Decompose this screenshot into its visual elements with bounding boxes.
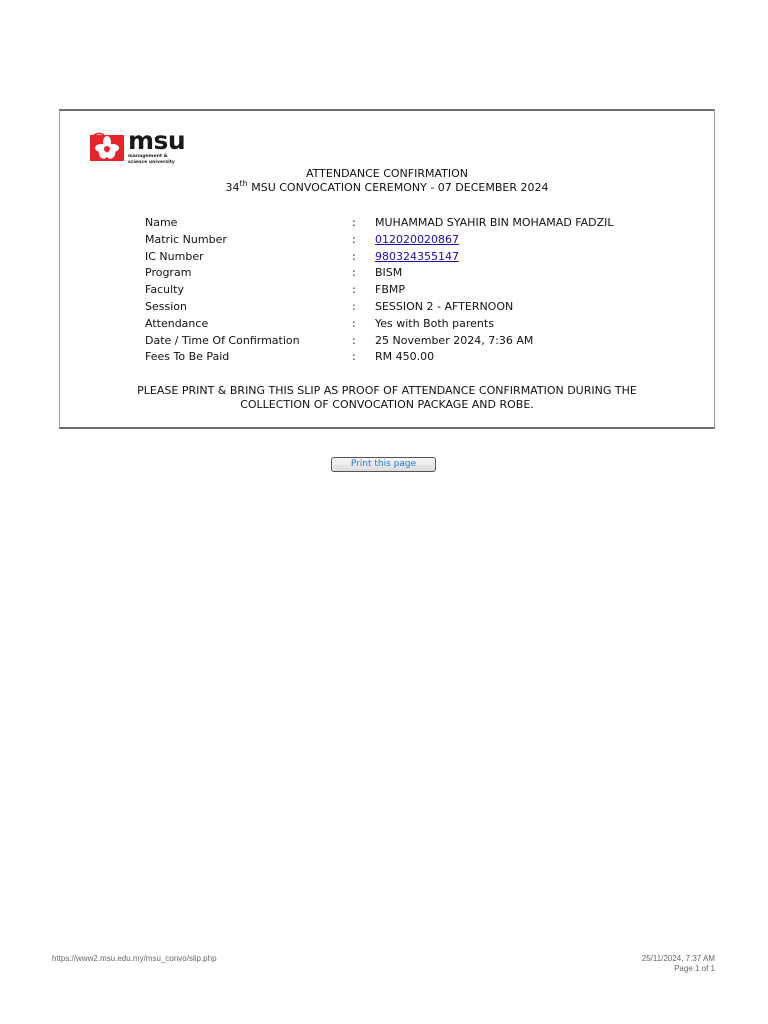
separator: : [352, 299, 356, 313]
value-program: BISM [375, 266, 403, 280]
ceremony-name: MSU CONVOCATION CEREMONY - 07 DECEMBER 2024 [247, 181, 549, 194]
details-table [145, 215, 614, 366]
matric-number-link[interactable]: 012020020867 [375, 232, 459, 246]
detail-row-attendance [145, 316, 614, 333]
notice-line-2: COLLECTION OF CONVOCATION PACKAGE AND ROBE. [240, 398, 534, 411]
value-fees: RM 450.00 [375, 350, 435, 364]
footer-page-number: Page 1 of 1 [674, 964, 715, 973]
footer-meta [642, 954, 715, 974]
notice-line-1: PLEASE PRINT & BRING THIS SLIP AS PROOF OF ATTENDANCE CONFIRMATION DURING THE [137, 384, 637, 397]
separator: : [352, 350, 356, 364]
ic-number-link[interactable]: 980324355147 [375, 249, 459, 263]
value-name: MUHAMMAD SYAHIR BIN MOHAMAD FADZIL [375, 216, 614, 229]
label-session: Session [145, 299, 187, 313]
flower-icon [90, 131, 124, 161]
label-program: Program [145, 266, 192, 280]
label-attendance: Attendance [145, 316, 209, 330]
print-page-button[interactable]: Print this page [331, 457, 436, 472]
label-ic: IC Number [145, 249, 204, 263]
detail-row-program [145, 265, 614, 282]
ceremony-title [60, 181, 714, 195]
footer-datetime: 25/11/2024, 7:37 AM [641, 954, 715, 963]
print-notice [60, 384, 714, 412]
detail-row-name [145, 215, 614, 232]
logo-wordmark: msu [128, 126, 186, 155]
ceremony-number: 34 [225, 181, 240, 194]
separator: : [352, 266, 356, 280]
detail-row-faculty [145, 282, 614, 299]
separator: : [352, 316, 356, 330]
label-fees: Fees To Be Paid [145, 350, 230, 364]
logo-subline-2: science university [128, 160, 175, 165]
value-attendance: Yes with Both parents [375, 316, 494, 330]
ordinal-suffix: th [239, 179, 248, 188]
attendance-slip [59, 109, 715, 429]
detail-row-matric [145, 232, 614, 249]
value-session: SESSION 2 - AFTERNOON [375, 299, 514, 313]
label-matric: Matric Number [145, 232, 227, 246]
value-faculty: FBMP [375, 283, 405, 297]
separator: : [352, 216, 356, 229]
label-faculty: Faculty [145, 283, 184, 297]
detail-row-session [145, 299, 614, 316]
label-confirmation-time: Date / Time Of Confirmation [145, 333, 300, 347]
slip-title: ATTENDANCE CONFIRMATION [305, 167, 469, 180]
value-confirmation-time: 25 November 2024, 7:36 AM [375, 333, 534, 347]
label-name: Name [145, 216, 178, 229]
detail-row-confirmation-time [145, 333, 614, 350]
logo-subline-1: management & [128, 154, 168, 159]
separator: : [352, 333, 356, 347]
separator: : [352, 232, 356, 246]
separator: : [352, 283, 356, 297]
detail-row-ic [145, 249, 614, 266]
footer-url: https://www2.msu.edu.my/msu_convo/slip.php [52, 954, 217, 963]
msu-logo [90, 126, 186, 165]
separator: : [352, 249, 356, 263]
detail-row-fees [145, 349, 614, 366]
